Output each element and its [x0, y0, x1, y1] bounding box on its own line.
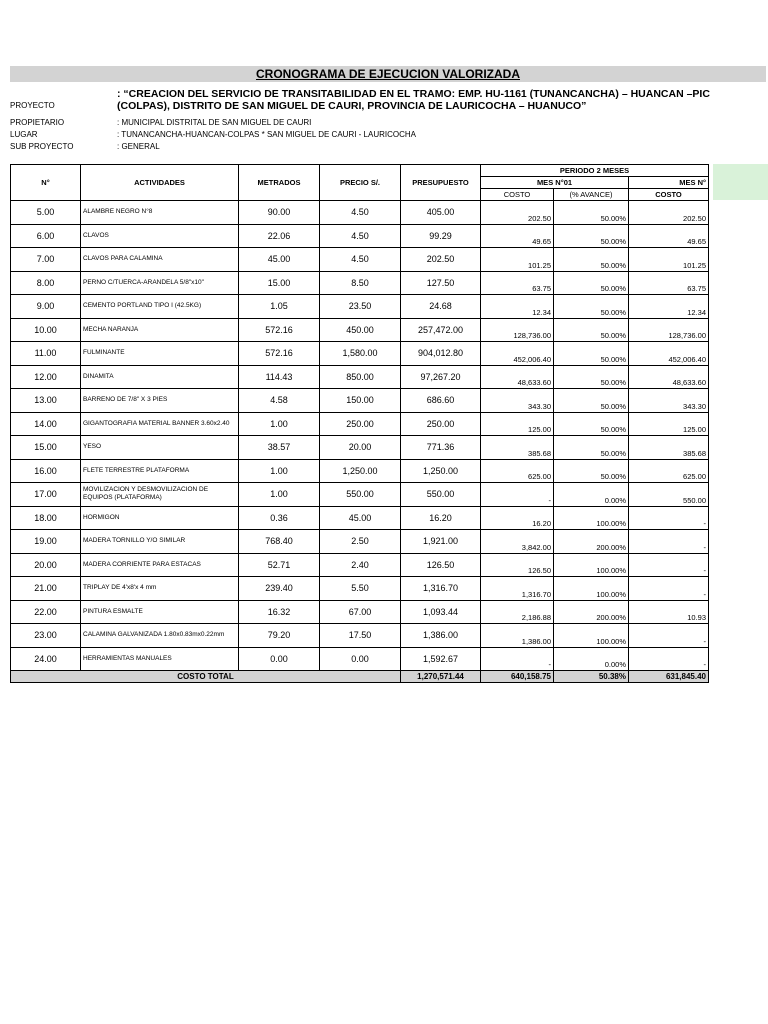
row-number: 12.00 — [11, 365, 81, 389]
row-costo-mes1: 101.25 — [481, 248, 554, 272]
row-presupuesto: 550.00 — [401, 483, 481, 507]
row-presupuesto: 16.20 — [401, 506, 481, 530]
row-activity: PERNO C/TUERCA-ARANDELA 5/8"x10" — [81, 271, 239, 295]
row-activity: CALAMINA GALVANIZADA 1.80x0.83mx0.22mm — [81, 624, 239, 648]
table-row — [11, 624, 709, 648]
row-precio: 250.00 — [320, 412, 401, 436]
table-row — [11, 506, 709, 530]
row-metrados: 16.32 — [239, 600, 320, 624]
row-costo-mes2: 48,633.60 — [629, 365, 709, 389]
row-number: 24.00 — [11, 647, 81, 671]
header-mes2: MES N° — [629, 177, 709, 189]
lugar-label: LUGAR — [10, 130, 38, 139]
row-activity: CEMENTO PORTLAND TIPO I (42.5KG) — [81, 295, 239, 319]
lugar-value: : TUNANCANCHA-HUANCAN-COLPAS * SAN MIGUEL DE CAURI - LAURICOCHA — [117, 130, 417, 139]
table-row — [11, 224, 709, 248]
row-avance: 100.00% — [554, 506, 629, 530]
row-number: 7.00 — [11, 248, 81, 272]
row-activity: FLETE TERRESTRE PLATAFORMA — [81, 459, 239, 483]
row-number: 11.00 — [11, 342, 81, 366]
table-row — [11, 271, 709, 295]
row-costo-mes2: 63.75 — [629, 271, 709, 295]
header-costo: COSTO — [481, 189, 554, 201]
row-activity: HORMIGON — [81, 506, 239, 530]
header-fill — [713, 164, 768, 200]
total-costo1: 640,158.75 — [481, 671, 554, 683]
row-avance: 50.00% — [554, 459, 629, 483]
header-periodo: PERIODO 2 MESES — [481, 165, 709, 177]
row-number: 20.00 — [11, 553, 81, 577]
row-presupuesto: 1,921.00 — [401, 530, 481, 554]
row-costo-mes2: 202.50 — [629, 201, 709, 225]
header-costo2: COSTO — [629, 189, 709, 201]
propietario-label: PROPIETARIO — [10, 118, 65, 127]
row-presupuesto: 97,267.20 — [401, 365, 481, 389]
row-avance: 0.00% — [554, 647, 629, 671]
row-avance: 200.00% — [554, 530, 629, 554]
row-avance: 100.00% — [554, 577, 629, 601]
row-costo-mes2: 12.34 — [629, 295, 709, 319]
row-metrados: 15.00 — [239, 271, 320, 295]
total-label: COSTO TOTAL — [11, 671, 401, 683]
proyecto-label: PROYECTO — [10, 101, 55, 110]
row-costo-mes2: - — [629, 506, 709, 530]
row-precio: 5.50 — [320, 577, 401, 601]
row-number: 9.00 — [11, 295, 81, 319]
row-costo-mes2: 550.00 — [629, 483, 709, 507]
row-metrados: 79.20 — [239, 624, 320, 648]
row-presupuesto: 1,592.67 — [401, 647, 481, 671]
row-precio: 45.00 — [320, 506, 401, 530]
row-activity: CLAVOS — [81, 224, 239, 248]
table-row — [11, 459, 709, 483]
row-number: 10.00 — [11, 318, 81, 342]
table-row — [11, 342, 709, 366]
row-precio: 2.40 — [320, 553, 401, 577]
row-precio: 1,580.00 — [320, 342, 401, 366]
row-precio: 4.50 — [320, 248, 401, 272]
row-metrados: 0.00 — [239, 647, 320, 671]
table-body — [11, 201, 709, 671]
row-presupuesto: 1,093.44 — [401, 600, 481, 624]
row-precio: 850.00 — [320, 365, 401, 389]
total-presupuesto: 1,270,571.44 — [401, 671, 481, 683]
row-costo-mes1: 2,186.88 — [481, 600, 554, 624]
table-row — [11, 553, 709, 577]
row-avance: 50.00% — [554, 365, 629, 389]
row-activity: MOVILIZACION Y DESMOVILIZACION DE EQUIPOS (PLATAFORMA) — [81, 483, 239, 507]
header-presupuesto: PRESUPUESTO — [401, 165, 481, 201]
row-precio: 2.50 — [320, 530, 401, 554]
row-presupuesto: 405.00 — [401, 201, 481, 225]
row-presupuesto: 686.60 — [401, 389, 481, 413]
row-activity: TRIPLAY DE 4'x8'x 4 mm — [81, 577, 239, 601]
table-row — [11, 647, 709, 671]
row-avance: 50.00% — [554, 248, 629, 272]
row-costo-mes1: 202.50 — [481, 201, 554, 225]
row-precio: 150.00 — [320, 389, 401, 413]
proyecto-description — [117, 88, 717, 112]
header-actividades: ACTIVIDADES — [81, 165, 239, 201]
row-precio: 20.00 — [320, 436, 401, 460]
row-metrados: 572.16 — [239, 318, 320, 342]
row-costo-mes1: 125.00 — [481, 412, 554, 436]
row-costo-mes1: 49.65 — [481, 224, 554, 248]
table-row — [11, 483, 709, 507]
row-number: 21.00 — [11, 577, 81, 601]
row-number: 6.00 — [11, 224, 81, 248]
row-presupuesto: 24.68 — [401, 295, 481, 319]
row-precio: 0.00 — [320, 647, 401, 671]
row-precio: 550.00 — [320, 483, 401, 507]
proyecto-line-1: : “CREACION DEL SERVICIO DE TRANSITABILIDAD EN EL TRAMO: EMP. HU-1161 (TUNANCANCHA) – HUANCAN –PIC — [117, 88, 710, 100]
row-costo-mes2: 128,736.00 — [629, 318, 709, 342]
row-metrados: 114.43 — [239, 365, 320, 389]
row-costo-mes1: 452,006.40 — [481, 342, 554, 366]
table-row — [11, 365, 709, 389]
row-costo-mes1: 16.20 — [481, 506, 554, 530]
row-activity: CLAVOS PARA CALAMINA — [81, 248, 239, 272]
header-avance: (% AVANCE) — [554, 189, 629, 201]
row-presupuesto: 250.00 — [401, 412, 481, 436]
row-presupuesto: 127.50 — [401, 271, 481, 295]
header-metrados: METRADOS — [239, 165, 320, 201]
row-activity: GIGANTOGRAFIA MATERIAL BANNER 3.60x2.40 — [81, 412, 239, 436]
row-avance: 50.00% — [554, 342, 629, 366]
row-activity: MECHA NARANJA — [81, 318, 239, 342]
row-metrados: 1.00 — [239, 483, 320, 507]
row-avance: 50.00% — [554, 224, 629, 248]
row-costo-mes1: 1,386.00 — [481, 624, 554, 648]
row-presupuesto: 126.50 — [401, 553, 481, 577]
row-costo-mes2: - — [629, 647, 709, 671]
row-presupuesto: 904,012.80 — [401, 342, 481, 366]
row-avance: 50.00% — [554, 201, 629, 225]
row-metrados: 572.16 — [239, 342, 320, 366]
row-metrados: 4.58 — [239, 389, 320, 413]
row-costo-mes2: 452,006.40 — [629, 342, 709, 366]
table-row — [11, 389, 709, 413]
row-number: 16.00 — [11, 459, 81, 483]
row-activity: FULMINANTE — [81, 342, 239, 366]
row-number: 19.00 — [11, 530, 81, 554]
total-avance: 50.38% — [554, 671, 629, 683]
row-costo-mes2: - — [629, 553, 709, 577]
row-presupuesto: 99.29 — [401, 224, 481, 248]
row-number: 17.00 — [11, 483, 81, 507]
row-metrados: 38.57 — [239, 436, 320, 460]
row-costo-mes2: - — [629, 530, 709, 554]
row-number: 8.00 — [11, 271, 81, 295]
row-number: 18.00 — [11, 506, 81, 530]
row-precio: 17.50 — [320, 624, 401, 648]
header-mes1: MES N°01 — [481, 177, 629, 189]
table-row — [11, 436, 709, 460]
row-metrados: 0.36 — [239, 506, 320, 530]
table-row — [11, 295, 709, 319]
row-costo-mes2: - — [629, 577, 709, 601]
row-metrados: 90.00 — [239, 201, 320, 225]
table-row — [11, 412, 709, 436]
row-presupuesto: 1,250.00 — [401, 459, 481, 483]
row-precio: 23.50 — [320, 295, 401, 319]
row-avance: 100.00% — [554, 553, 629, 577]
table-row — [11, 530, 709, 554]
row-activity: YESO — [81, 436, 239, 460]
row-activity: HERRAMIENTAS MANUALES — [81, 647, 239, 671]
row-presupuesto: 257,472.00 — [401, 318, 481, 342]
row-precio: 4.50 — [320, 201, 401, 225]
row-activity: BARRENO DE 7/8" X 3 PIES — [81, 389, 239, 413]
row-costo-mes2: 10.93 — [629, 600, 709, 624]
row-costo-mes2: 49.65 — [629, 224, 709, 248]
table-row — [11, 318, 709, 342]
row-precio: 1,250.00 — [320, 459, 401, 483]
row-number: 22.00 — [11, 600, 81, 624]
row-precio: 67.00 — [320, 600, 401, 624]
row-avance: 50.00% — [554, 436, 629, 460]
header-n: N° — [11, 165, 81, 201]
row-costo-mes1: - — [481, 647, 554, 671]
row-metrados: 1.00 — [239, 412, 320, 436]
row-number: 23.00 — [11, 624, 81, 648]
row-presupuesto: 1,316.70 — [401, 577, 481, 601]
schedule-table — [10, 164, 709, 683]
row-number: 15.00 — [11, 436, 81, 460]
row-metrados: 1.00 — [239, 459, 320, 483]
row-metrados: 768.40 — [239, 530, 320, 554]
row-costo-mes2: 125.00 — [629, 412, 709, 436]
row-costo-mes1: 1,316.70 — [481, 577, 554, 601]
row-avance: 50.00% — [554, 295, 629, 319]
row-activity: ALAMBRE NEGRO N°8 — [81, 201, 239, 225]
row-precio: 4.50 — [320, 224, 401, 248]
row-costo-mes1: 63.75 — [481, 271, 554, 295]
row-number: 13.00 — [11, 389, 81, 413]
row-costo-mes1: 128,736.00 — [481, 318, 554, 342]
row-metrados: 52.71 — [239, 553, 320, 577]
row-costo-mes1: 3,842.00 — [481, 530, 554, 554]
table-row — [11, 248, 709, 272]
row-costo-mes1: 343.30 — [481, 389, 554, 413]
row-metrados: 1.05 — [239, 295, 320, 319]
row-avance: 50.00% — [554, 318, 629, 342]
table-row — [11, 577, 709, 601]
document-title: CRONOGRAMA DE EJECUCION VALORIZADA — [10, 66, 766, 82]
row-avance: 100.00% — [554, 624, 629, 648]
row-activity: PINTURA ESMALTE — [81, 600, 239, 624]
row-presupuesto: 202.50 — [401, 248, 481, 272]
proyecto-line-2: (COLPAS), DISTRITO DE SAN MIGUEL DE CAURI, PROVINCIA DE LAURICOCHA – HUANUCO” — [117, 100, 587, 112]
row-costo-mes2: 101.25 — [629, 248, 709, 272]
row-costo-mes2: 625.00 — [629, 459, 709, 483]
row-activity: MADERA CORRIENTE PARA ESTACAS — [81, 553, 239, 577]
row-costo-mes1: 385.68 — [481, 436, 554, 460]
row-metrados: 45.00 — [239, 248, 320, 272]
total-row — [11, 671, 709, 683]
row-costo-mes2: 343.30 — [629, 389, 709, 413]
header-precio: PRECIO S/. — [320, 165, 401, 201]
row-metrados: 22.06 — [239, 224, 320, 248]
row-number: 5.00 — [11, 201, 81, 225]
row-number: 14.00 — [11, 412, 81, 436]
row-avance: 200.00% — [554, 600, 629, 624]
row-costo-mes2: - — [629, 624, 709, 648]
row-avance: 50.00% — [554, 271, 629, 295]
row-costo-mes1: 625.00 — [481, 459, 554, 483]
subproyecto-label: SUB PROYECTO — [10, 142, 74, 151]
row-avance: 50.00% — [554, 389, 629, 413]
row-avance: 0.00% — [554, 483, 629, 507]
total-costo2: 631,845.40 — [629, 671, 709, 683]
row-avance: 50.00% — [554, 412, 629, 436]
row-costo-mes1: 48,633.60 — [481, 365, 554, 389]
subproyecto-value: : GENERAL — [117, 142, 160, 151]
propietario-value: : MUNICIPAL DISTRITAL DE SAN MIGUEL DE CAURI — [117, 118, 312, 127]
row-presupuesto: 1,386.00 — [401, 624, 481, 648]
row-precio: 450.00 — [320, 318, 401, 342]
row-costo-mes1: - — [481, 483, 554, 507]
row-presupuesto: 771.36 — [401, 436, 481, 460]
table-row — [11, 201, 709, 225]
row-costo-mes1: 12.34 — [481, 295, 554, 319]
row-precio: 8.50 — [320, 271, 401, 295]
row-activity: DINAMITA — [81, 365, 239, 389]
row-metrados: 239.40 — [239, 577, 320, 601]
row-costo-mes1: 126.50 — [481, 553, 554, 577]
row-costo-mes2: 385.68 — [629, 436, 709, 460]
table-row — [11, 600, 709, 624]
row-activity: MADERA TORNILLO Y/O SIMILAR — [81, 530, 239, 554]
